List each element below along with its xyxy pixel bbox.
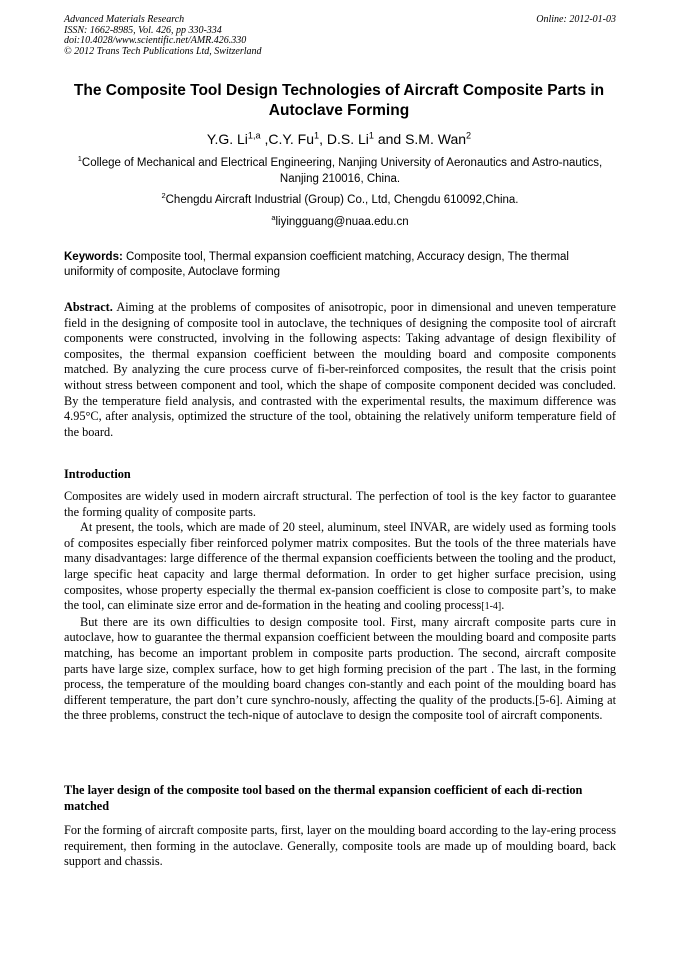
author-list [40, 130, 638, 148]
journal-name: Advanced Materials Research [64, 14, 185, 25]
author-name: Y.G. Li [206, 131, 248, 147]
author-affiliation-mark: 1 [314, 130, 320, 141]
journal-issn: ISSN: 1662-8985, Vol. 426, pp 330-334 [64, 24, 222, 36]
journal-copyright: © 2012 Trans Tech Publications Ltd, Switzerland [64, 45, 262, 57]
affiliation-2 [64, 192, 616, 208]
section-heading-layer-design: The layer design of the composite tool based on the thermal expansion coefficient of each di-rection matched [64, 783, 583, 813]
paragraph [64, 520, 616, 615]
online-date: Online: 2012-01-03 [536, 14, 616, 25]
paragraph-end: . [501, 598, 505, 613]
author-affiliation-mark: 2 [466, 130, 472, 141]
affiliation-mark: 2 [161, 191, 166, 201]
abstract-text: Aiming at the problems of composites of anisotropic, poor in dimensional and uneven temperature field in the designing of composite tool in autoclave, the techniques of designing the composite tool of aircraft components were constructed, involving in the following aspects: Taking advantage of design flexibility of composites, the thermal expansion coefficient between the moulding board and composite components matched. By analyzing the cure process curve of fi-ber-reinforced composites, the result that the crisis point without stress between component and tool, which the shape of composite component decided was concluded. By the temperature field analysis, and contrasted with the experimental results, the maximum difference was 4.95°C, after analysis, optimized the structure of the tool, obtaining the relatively uniform temperature field of the board. [64, 300, 616, 439]
author-name: ,C.Y. Fu [260, 131, 315, 147]
layer-design-body [64, 823, 616, 870]
author-email [64, 214, 616, 230]
keywords [64, 250, 616, 280]
keywords-text: Composite tool, Thermal expansion coefficient matching, Accuracy design, The thermal uniformity of composite, Autoclave forming [64, 251, 569, 278]
email-mark: a [271, 213, 276, 223]
paragraph: But there are its own difficulties to design composite tool. First, many aircraft composite parts cure in autoclave, how to guarantee the thermal expansion coefficient between the moulding board and composite parts matching, has become an important problem in composite parts production. The second, aircraft composite parts have large size, complex surface, how to get high forming precision of the part . The last, in the forming process, the temperature of the moulding board changes con-stantly and each point of the moulding board has different temperature, the part don’t cure synchro-nously, affecting the quality of the products.[5-6]. Aiming at the three problems, construct the tech-nique of autoclave to design the composite tool of aircraft components. [64, 614, 616, 723]
author-name: , D.S. Li [319, 131, 369, 147]
affiliation-text: Chengdu Aircraft Industrial (Group) Co., Ltd, Chengdu 610092,China. [165, 194, 519, 206]
author-affiliation-mark: 1 [368, 130, 374, 141]
affiliation-text: College of Mechanical and Electrical Engineering, Nanjing University of Aeronautics and Astro-nautics, Nanjing 210016, China. [81, 157, 603, 185]
paper-title: The Composite Tool Design Technologies of Aircraft Composite Parts in Autoclave Forming [73, 82, 605, 119]
email-text[interactable]: liyingguang@nuaa.edu.cn [275, 216, 409, 228]
affiliation-1 [64, 155, 616, 187]
abstract-label: Abstract. [64, 300, 113, 314]
paragraph: Composites are widely used in modern aircraft structural. The perfection of tool is the key factor to guarantee the forming quality of composite parts. [64, 489, 616, 519]
citation: [1-4] [481, 601, 502, 613]
paragraph: For the forming of aircraft composite parts, first, layer on the moulding board according to the lay-ering process requirement, then forming in the autoclave. Generally, composite tools are made up of moulding board, back support and chassis. [64, 823, 616, 869]
author-affiliation-mark: 1,a [247, 130, 261, 141]
abstract [64, 300, 616, 440]
introduction-body [64, 489, 616, 724]
journal-header [64, 15, 616, 57]
journal-doi: doi:10.4028/www.scientific.net/AMR.426.330 [64, 35, 247, 46]
author-name: and S.M. Wan [373, 131, 467, 147]
keywords-label: Keywords: [64, 251, 123, 263]
paragraph-text: At present, the tools, which are made of 20 steel, aluminum, steel INVAR, are widely used as forming tools of composites especially fiber reinforced polymer matrix composites. But the tools of the three materials have many disadvantages: large difference of the thermal expansion coefficients between the tooling and the product, large specific heat capacity and large thermal deformation. In order to get higher surface precision, using composites, whose property especially the thermal ex-pansion coefficient is close to composite part’s, to make the tool, can eliminate size error and de-formation in the heating and cooling process [64, 520, 616, 613]
affiliation-mark: 1 [77, 154, 82, 164]
section-heading-introduction: Introduction [64, 467, 131, 481]
